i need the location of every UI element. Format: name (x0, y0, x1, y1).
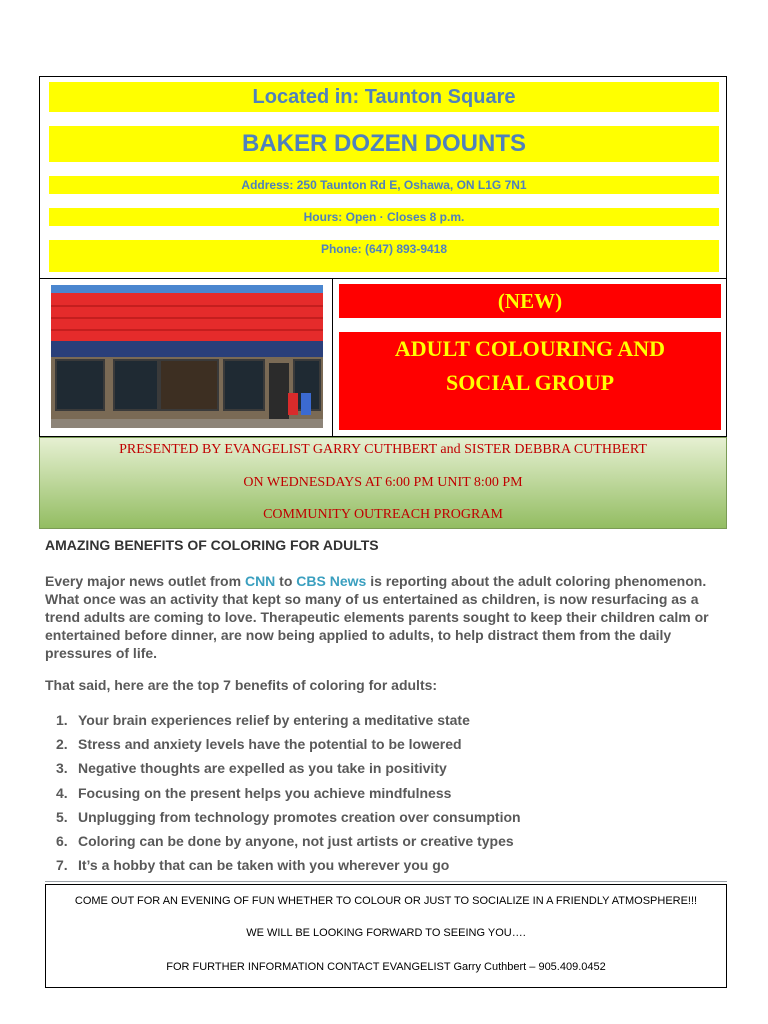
footer-box (45, 884, 727, 988)
presenter-box (39, 437, 727, 529)
cnn-link[interactable]: CNN (244, 573, 276, 589)
list-item: 1. Your brain experiences relief by entering a meditative state (56, 712, 470, 728)
article-paragraph: Every major news outlet from CNN to CBS News is reporting about the adult coloring phenomenon. What once was an activity that kept so many of us entertained as children, is now resurfacing as a trend adults are coming to love. Therapeutic elements parents sought to keep their children calm or entertained before dinner, are now being applied to adults, to help distract them from the daily pressures of life. (45, 573, 709, 661)
store-hours: Hours: Open · Closes 8 p.m. (49, 208, 719, 226)
store-phone: Phone: (647) 893-9418 (49, 240, 719, 272)
list-item: 7. It’s a hobby that can be taken with you wherever you go (56, 857, 450, 874)
cbs-news-link[interactable]: CBS News (296, 573, 367, 589)
footer-welcome: WE WILL BE LOOKING FORWARD TO SEEING YOU…. (246, 927, 526, 939)
article-heading: AMAZING BENEFITS OF COLORING FOR ADULTS (45, 537, 379, 553)
photo-banner-row (39, 279, 727, 437)
list-item: 6. Coloring can be done by anyone, not just artists or creative types (56, 832, 514, 849)
store-location: Located in: Taunton Square (49, 82, 719, 112)
footer-invite: COME OUT FOR AN EVENING OF FUN WHETHER TO COLOUR OR JUST TO SOCIALIZE IN A FRIENDLY ATMOSPHERE!!! (74, 895, 698, 907)
event-title (339, 332, 721, 430)
list-item: 5. Unplugging from technology promotes creation over consumption (56, 808, 521, 825)
benefits-intro: That said, here are the top 7 benefits of coloring for adults: (45, 677, 438, 693)
storefront-photo (51, 285, 323, 428)
list-item: 2. Stress and anxiety levels have the potential to be lowered (56, 736, 462, 753)
new-badge: (NEW) (339, 284, 721, 318)
benefits-list (56, 711, 521, 880)
program-name: COMMUNITY OUTREACH PROGRAM (263, 507, 503, 522)
event-schedule: ON WEDNESDAYS AT 6:00 PM UNIT 8:00 PM (243, 475, 523, 490)
event-title-line1: ADULT COLOURING AND (394, 336, 666, 361)
divider-line (45, 881, 727, 882)
footer-contact: FOR FURTHER INFORMATION CONTACT EVANGELIST Garry Cuthbert – 905.409.0452 (166, 961, 606, 973)
list-item: 3. Negative thoughts are expelled as you take in positivity (56, 760, 447, 777)
event-title-line2: SOCIAL GROUP (445, 370, 615, 395)
store-info-box (39, 76, 727, 279)
store-address: Address: 250 Taunton Rd E, Oshawa, ON L1G 7N1 (49, 176, 719, 194)
presenters: PRESENTED BY EVANGELIST GARRY CUTHBERT and SISTER DEBBRA CUTHBERT (119, 442, 647, 457)
store-name: BAKER DOZEN DOUNTS (49, 126, 719, 162)
list-item: 4. Focusing on the present helps you achieve mindfulness (56, 784, 452, 801)
